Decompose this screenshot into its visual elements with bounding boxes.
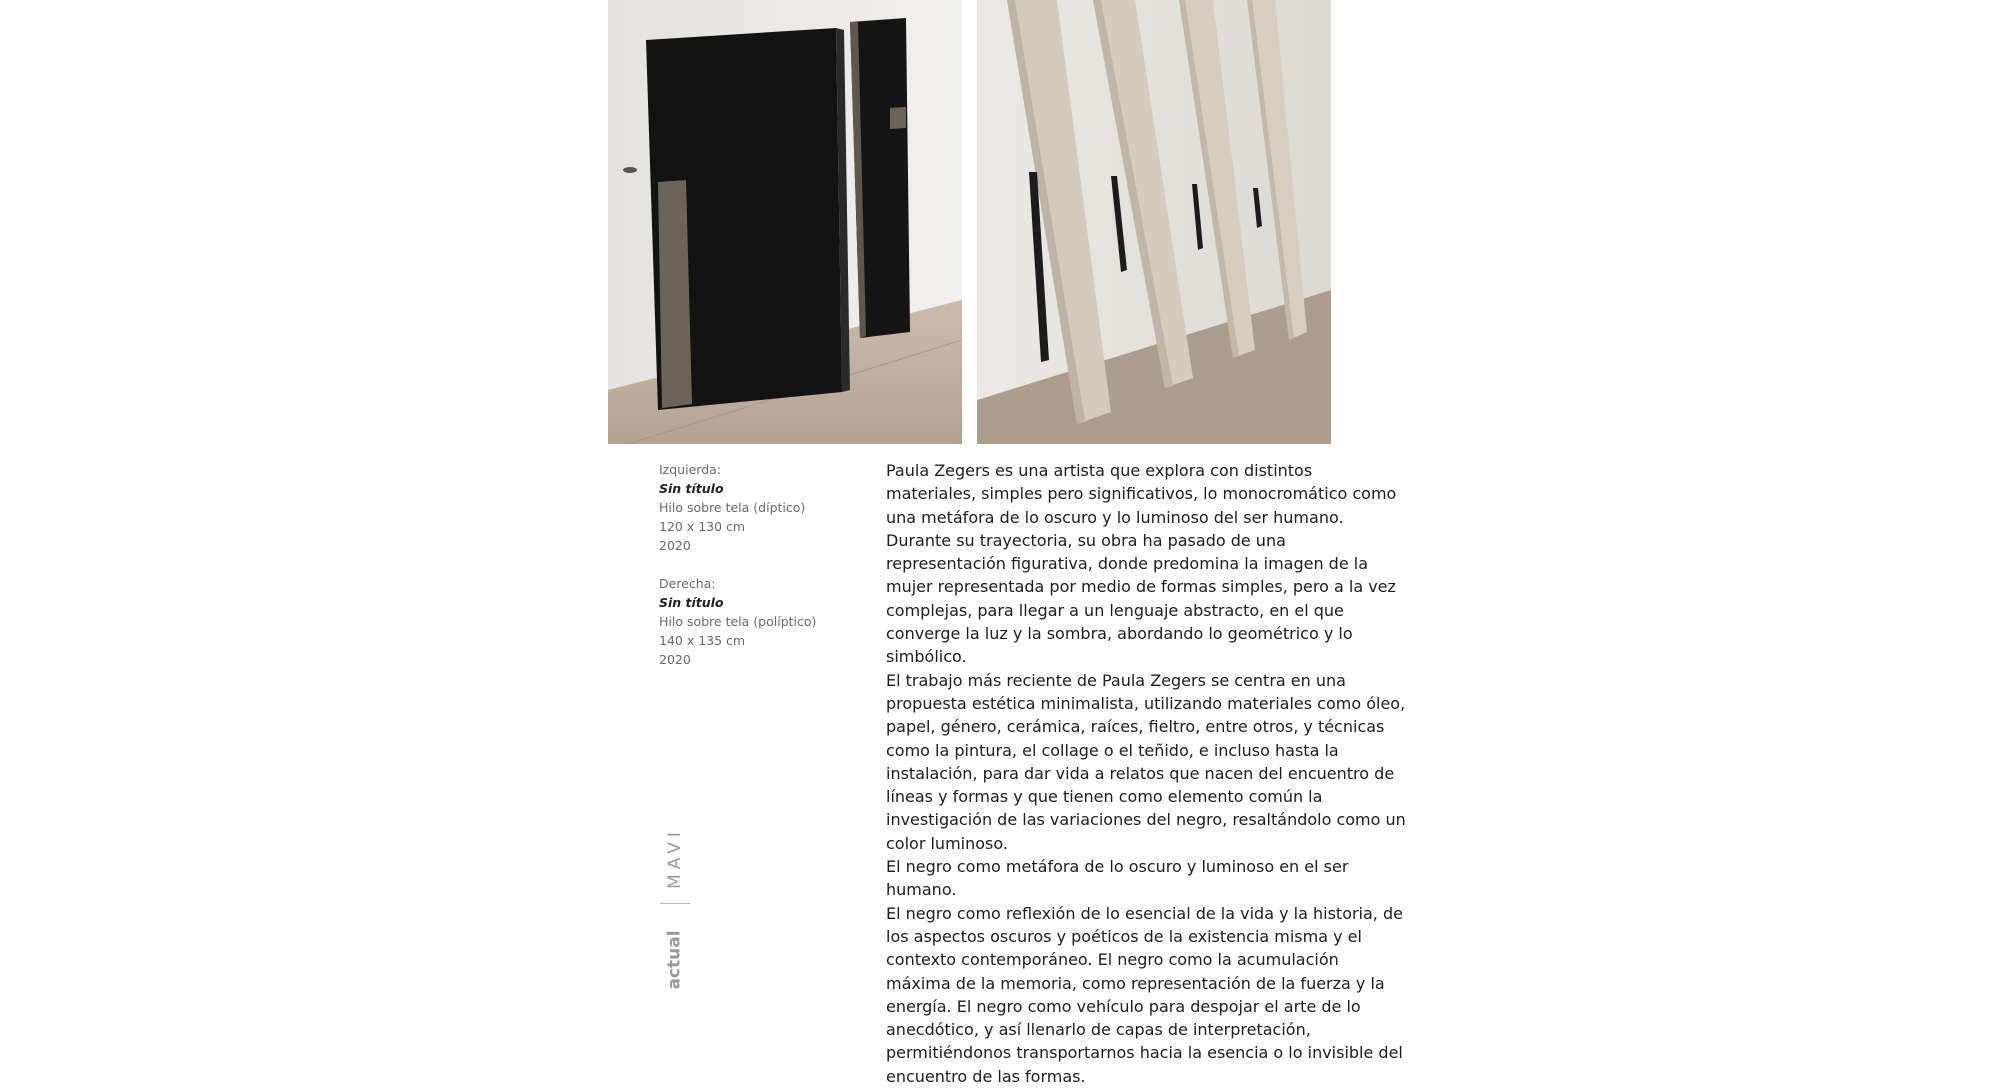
- caption-right: [659, 574, 869, 669]
- caption-left-dimensions: 120 x 130 cm: [659, 519, 746, 534]
- logo-divider: [660, 903, 690, 904]
- paragraph-1: Paula Zegers es una artista que explora con distintos materiales, simples pero significativos, lo monocromático como una metáfora de lo oscuro y lo luminoso del ser humano.: [886, 461, 1397, 527]
- caption-right-dimensions: 140 x 135 cm: [659, 633, 746, 648]
- actual-logo: [664, 920, 686, 1000]
- diptych-image: [608, 0, 962, 444]
- paragraph-2: Durante su trayectoria, su obra ha pasado de una representación figurativa, donde predomina la imagen de la mujer representada por medio de formas simples, pero a la vez complejas, para llegar a un lenguaje abstracto, en el que converge la luz y la sombra, abordando lo geométrico y lo simbólico.: [886, 530, 1396, 667]
- artist-statement: [886, 459, 1406, 1088]
- actual-logo-text: actual: [665, 930, 686, 990]
- caption-right-position: Derecha:: [659, 576, 716, 591]
- caption-left-title: Sin título: [659, 481, 724, 496]
- caption-left-year: 2020: [659, 538, 691, 553]
- paragraph-4: El negro como metáfora de lo oscuro y luminoso en el ser humano.: [886, 857, 1349, 900]
- paragraph-5: El negro como reflexión de lo esencial de la vida y la historia, de los aspectos oscuros y poéticos de la existencia misma y el contexto contemporáneo. El negro como la acumulación máxima de la memoria, como representación de la fuerza y la energía. El negro como vehículo para despojar el arte de lo anecdótico, y así llenarlo de capas de interpretación, permitiéndonos transportarnos hacia la esencia o lo invisible del encuentro de las formas.: [886, 903, 1403, 1086]
- caption-right-year: 2020: [659, 652, 691, 667]
- artwork-photo-left: [608, 0, 962, 444]
- mavi-logo-text: MAVI: [665, 827, 686, 889]
- polyptych-image: [977, 0, 1331, 444]
- caption-right-technique: Hilo sobre tela (políptico): [659, 614, 817, 629]
- caption-right-title: Sin título: [659, 595, 724, 610]
- paragraph-3: El trabajo más reciente de Paula Zegers se centra en una propuesta estética minimalista, utilizando materiales como óleo, papel, género, cerámica, raíces, fieltro, entre otros, y técnicas como la pintura, el collage o el teñido, e incluso hasta la instalación, para dar vida a relatos que nacen del encuentro de líneas y formas y que tienen como elemento común la investigación de las variaciones del negro, resaltándolo como un color luminoso.: [886, 670, 1406, 853]
- artwork-photo-right: [977, 0, 1331, 444]
- caption-left: [659, 460, 869, 555]
- mavi-logo: [664, 826, 686, 890]
- caption-left-technique: Hilo sobre tela (díptico): [659, 500, 806, 515]
- caption-left-position: Izquierda:: [659, 462, 721, 477]
